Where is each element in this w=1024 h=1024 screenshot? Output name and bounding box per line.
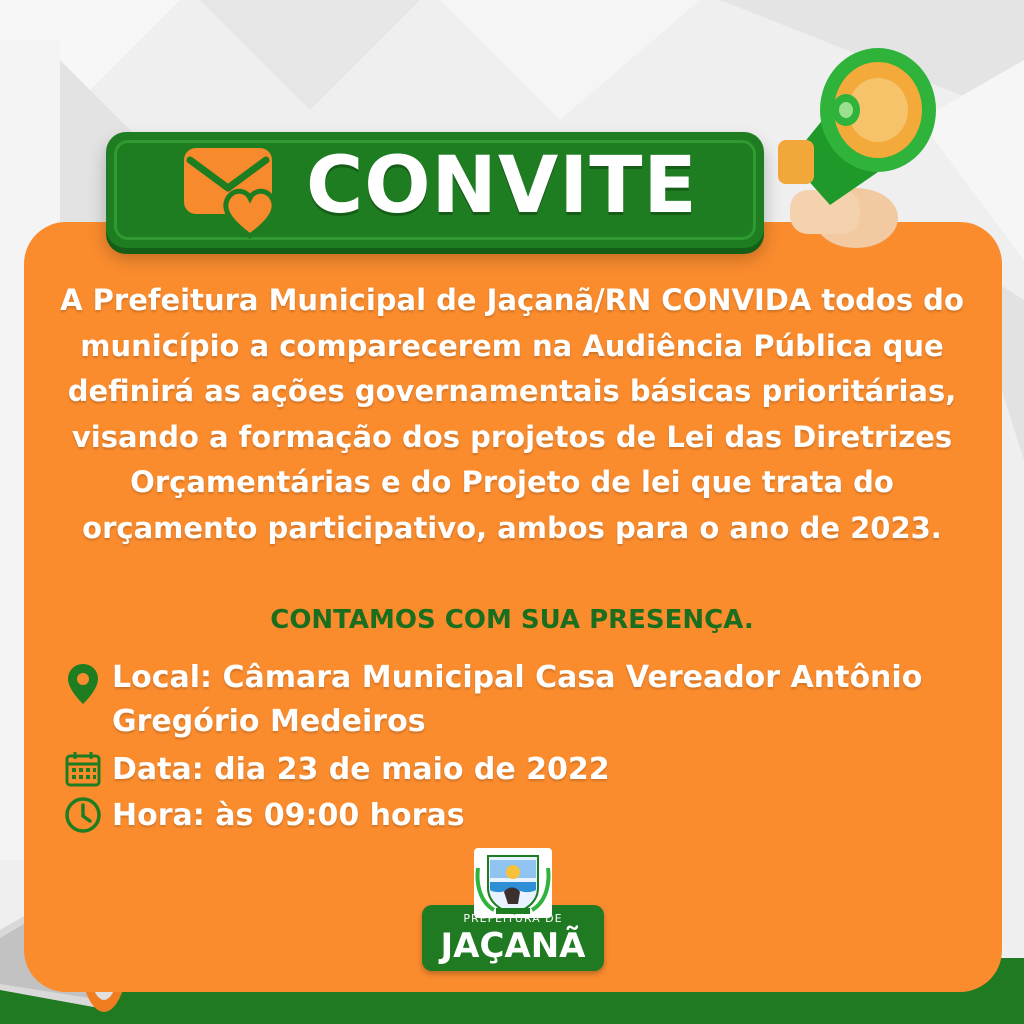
date-text: Data: dia 23 de maio de 2022 bbox=[112, 752, 610, 787]
location-text: Local: Câmara Municipal Casa Vereador Antônio Gregório Medeiros bbox=[112, 660, 923, 739]
envelope-heart-icon bbox=[180, 138, 290, 242]
time-text: Hora: às 09:00 horas bbox=[112, 798, 465, 833]
municipal-seal-icon bbox=[474, 848, 552, 918]
logo-name: JAÇANÃ bbox=[440, 926, 586, 966]
presence-message: CONTAMOS COM SUA PRESENÇA. bbox=[270, 605, 754, 635]
calendar-icon bbox=[64, 750, 102, 788]
banner-title: CONVITE bbox=[306, 141, 698, 231]
invitation-body: A Prefeitura Municipal de Jaçanã/RN CONVIDA todos do município a comparecerem na Audiência Pública que definirá as ações governamentais básicas prioritárias, visando a formação dos projetos de Lei das Diretrizes Orçamentárias e do Projeto de lei que trata do orçamento participativo, ambos para o ano de 2023. bbox=[60, 283, 964, 545]
megaphone-icon bbox=[760, 40, 940, 250]
logo-caption: PREFEITURA DE bbox=[463, 912, 563, 925]
clock-icon bbox=[64, 796, 102, 834]
location-pin-icon bbox=[66, 662, 100, 706]
